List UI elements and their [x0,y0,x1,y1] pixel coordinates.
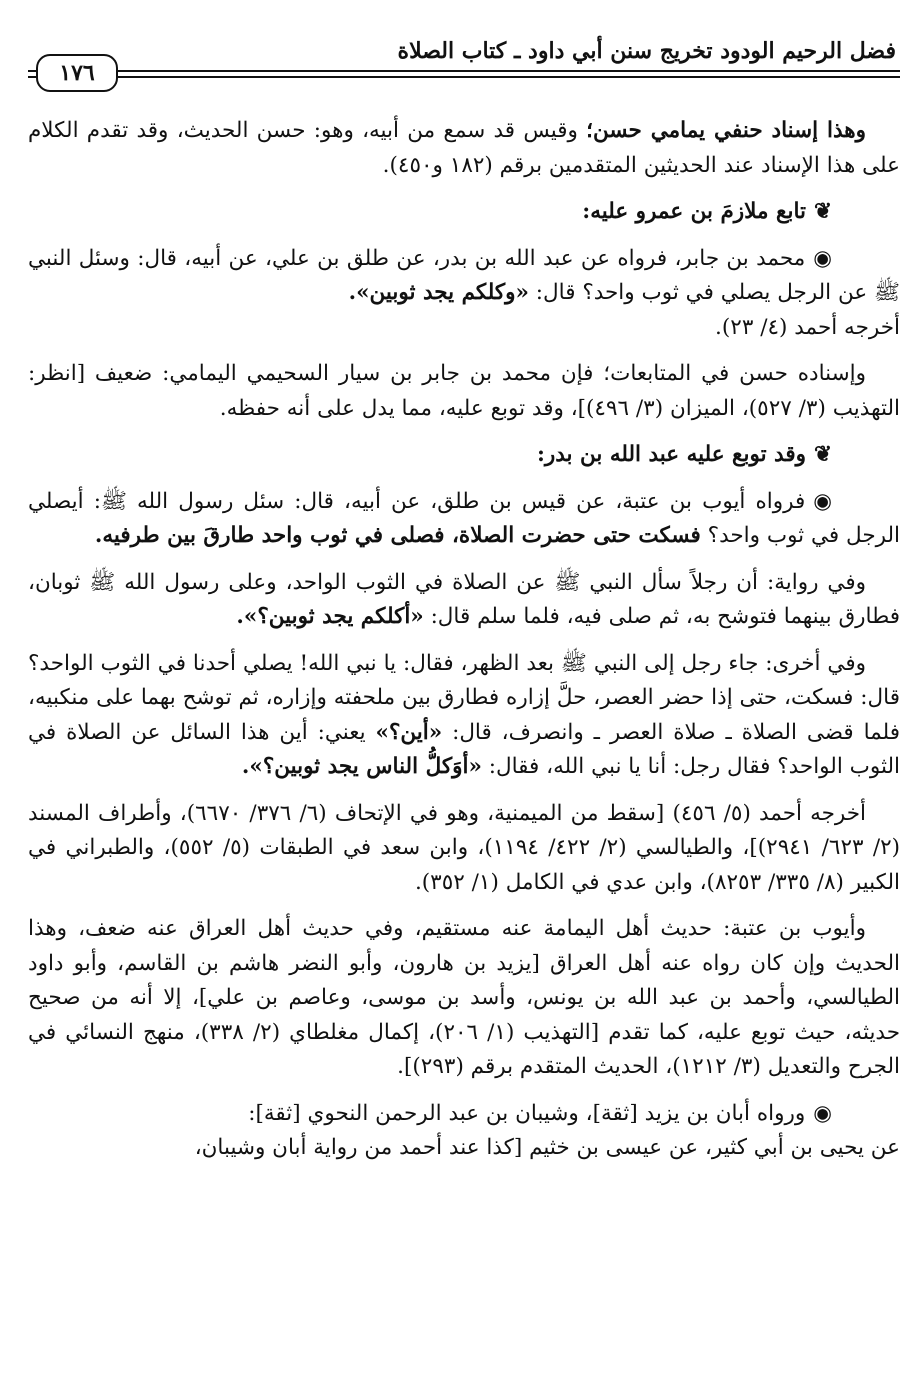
paragraph-4 [28,485,900,554]
paragraph-7: أخرجه أحمد (٥/ ٤٥٦) [سقط من الميمنية، وهو في الإتحاف (٦/ ٣٧٦/ ٦٦٧٠)، وأطراف المسند (٢/ ٦٢٣/ ٢٩٤١)]، والطيالسي (٢/ ٤٢٢/ ١١٩٤)، وابن سعد في الطبقات (٥/ ٥٥٢)، والطبراني في الكبير (٨/ ٣٣٥/ ٨٢٥٣)، وابن عدي في الكامل (١/ ٣٥٢). [28,800,901,895]
paragraph-5-text: وفي رواية: أن رجلاً سأل النبي ﷺ عن الصلاة في الثوب الواحد، وعلى رسول الله ﷺ ثوبان، فطارق بينهما فتوشح به، ثم صلى فيه، فلما سلم قال: [28,569,900,629]
header-rule-bottom [28,76,900,78]
subheading-1 [28,195,900,230]
paragraph-5 [28,566,900,635]
paragraph-9 [28,1097,900,1132]
paragraph-9-text: ورواه أبان بن يزيد [ثقة]، وشيبان بن عبد الرحمن النحوي [ثقة]: [248,1100,806,1126]
bullet-icon: ◉ [813,488,832,514]
paragraph-4-bold: فسكت حتى حضرت الصلاة، فصلى في ثوب واحد طارقَ بين طرفيه. [94,523,701,548]
paragraph-8: وأيوب بن عتبة: حديث أهل اليمامة عنه مستقيم، وفي حديث أهل العراق عنه ضعف، وهذا الحديث وإن كان رواه عنه أهل العراق [يزيد بن هارون، وأبو النضر هاشم بن القاسم، وأبو داود الطيالسي، وأحمد بن عبد الله بن يونس، وأسد بن موسى، وعاصم بن علي]، إلا أنه من صحيح حديثه، حيث توبع عليه، كما تقدم [التهذيب (١/ ٢٠٦)، إكمال مغلطاي (٢/ ٣٣٨)، منهج النسائي في الجرح والتعديل (٣/ ١٢١٢)، الحديث المتقدم برقم (٢٩٣)]. [28,916,901,1079]
paragraph-10: عن يحيى بن أبي كثير، عن عيسى بن خثيم [كذا عند أحمد من رواية أبان وشيبان، [194,1135,900,1160]
subheading-1-text: تابع ملازمَ بن عمرو عليه: [582,199,806,224]
paragraph-6-quote-1: «أين؟» [375,719,443,745]
page-number: ١٧٦ [36,54,118,92]
subheading-2 [28,438,900,473]
paragraph-2-citation: أخرجه أحمد (٤/ ٢٣). [715,314,900,340]
paragraph-5-quote: «أكلكم يجد ثوبين؟». [236,604,424,629]
subheading-2-text: وقد توبع عليه عبد الله بن بدر: [536,442,806,467]
running-title: فضل الرحيم الودود تخريج سنن أبي داود ـ كتاب الصلاة [397,38,896,64]
paragraph-6-mid: يعني: أين هذا السائل عن الصلاة في الثوب الواحد؟ فقال رجل: أنا يا نبي الله، فقال: [28,719,900,779]
book-page [28,18,900,1378]
bullet-icon: ◉ [813,1100,832,1126]
paragraph-2 [28,242,900,346]
header-rule-top [28,70,900,72]
paragraph-1-text: وقيس قد سمع من أبيه، وهو: حسن الحديث، وقد تقدم الكلام على هذا الإسناد عند الحديثين المتقدمين برقم (١٨٢ و٤٥٠). [28,118,900,178]
section-marker-icon: ❦ [813,442,832,467]
page-body [28,114,900,1178]
paragraph-3: وإسناده حسن في المتابعات؛ فإن محمد بن جابر بن سيار السحيمي اليمامي: ضعيف [انظر: التهذيب (٣/ ٥٢٧)، الميزان (٣/ ٤٩٦)]، وقد توبع عليه، مما يدل على أنه حفظه. [28,361,900,421]
page-header [28,18,900,88]
paragraph-6 [28,647,900,785]
paragraph-4-text: فرواه أيوب بن عتبة، عن قيس بن طلق، عن أبيه، قال: سئل رسول الله ﷺ: أيصلي الرجل في ثوب واحد؟ [28,488,900,548]
paragraph-2-quote: «وكلكم يجد ثوبين». [348,280,529,305]
paragraph-1-bold: وهذا إسناد حنفي يمامي حسن؛ [586,118,866,143]
paragraph-1 [28,114,900,183]
bullet-icon: ◉ [813,245,832,271]
paragraph-6-quote-2: «أوَكلُّ الناس يجد ثوبين؟». [241,754,482,779]
paragraph-6-text: وفي أخرى: جاء رجل إلى النبي ﷺ بعد الظهر، فقال: يا نبي الله! يصلي أحدنا في الثوب الواحد؟ قال: فسكت، حتى إذا حضر العصر، حلَّ إزاره فطارق بين ملحفته وإزاره، ثم توشح بهما على منكبيه، فلما قضى الصلاة ـ صلاة العصر ـ وانصرف، قال: [28,650,900,745]
section-marker-icon: ❦ [813,199,832,224]
paragraph-2-text: محمد بن جابر، فرواه عن عبد الله بن بدر، عن طلق بن علي، عن أبيه، قال: وسئل النبي ﷺ عن الرجل يصلي في ثوب واحد؟ قال: [28,245,900,305]
